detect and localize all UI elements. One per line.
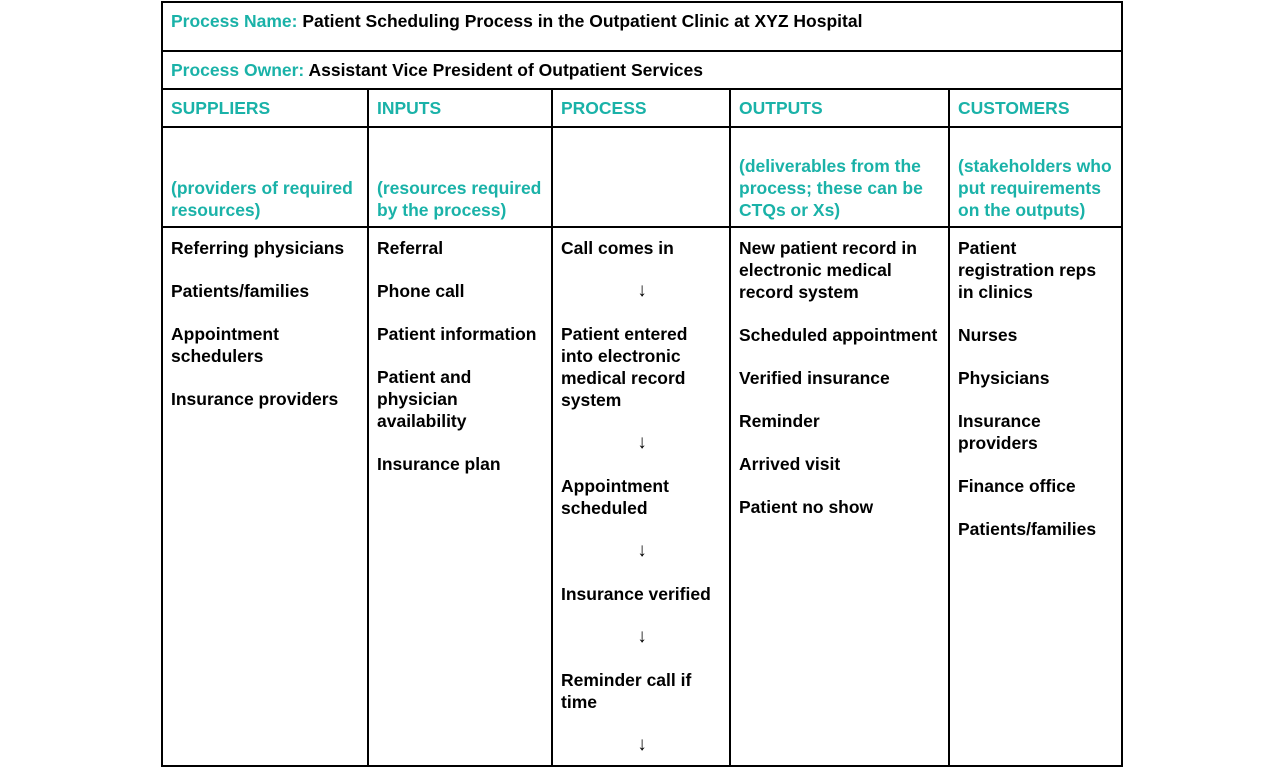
list-item: Patient registration reps in clinics [958, 238, 1097, 302]
inputs-header: INPUTS [377, 98, 442, 118]
inputs-list [369, 237, 551, 496]
process-owner-row [163, 52, 1121, 90]
list-item: Referring physicians [171, 238, 345, 258]
process-step: Call comes in [561, 238, 674, 258]
process-step: Patient entered into electronic medical record system [561, 324, 688, 410]
outputs-header: OUTPUTS [739, 98, 823, 118]
list-item: Scheduled appointment [739, 325, 938, 345]
sipoc-table [161, 1, 1123, 767]
inputs-subheader-text: (resources required by the process) [377, 178, 542, 220]
process-step: Reminder call if time [561, 670, 692, 712]
process-owner-value: Assistant Vice President of Outpatient Services [308, 60, 704, 80]
outputs-subheader-text: (deliverables from the process; these can be CTQs or Xs) [739, 156, 923, 220]
list-item: Insurance plan [377, 454, 501, 474]
customers-subheader [950, 127, 1121, 227]
list-item: New patient record in electronic medical record system [739, 238, 917, 302]
suppliers-list [163, 237, 367, 431]
down-arrow-icon: ↓ [637, 280, 647, 301]
list-item: Insurance providers [958, 411, 1041, 453]
inputs-subheader [369, 127, 551, 227]
list-item: Finance office [958, 476, 1076, 496]
down-arrow-icon: ↓ [637, 626, 647, 647]
list-item: Phone call [377, 281, 465, 301]
list-item: Appointment schedulers [171, 324, 279, 366]
list-item: Reminder [739, 411, 820, 431]
process-header: PROCESS [561, 98, 647, 118]
list-item: Insurance providers [171, 389, 339, 409]
process-step: Appointment scheduled [561, 476, 669, 518]
list-item: Verified insurance [739, 368, 890, 388]
list-item: Patient information [377, 324, 537, 344]
list-item: Nurses [958, 325, 1018, 345]
list-item: Patients/families [958, 519, 1097, 539]
customers-header: CUSTOMERS [958, 98, 1070, 118]
customers-subheader-text: (stakeholders who put requirements on the outputs) [958, 156, 1112, 220]
process-name-value: Patient Scheduling Process in the Outpatient Clinic at XYZ Hospital [302, 11, 863, 31]
list-item: Referral [377, 238, 444, 258]
down-arrow-icon: ↓ [637, 432, 647, 453]
process-steps [553, 237, 729, 777]
customers-list [950, 237, 1121, 561]
process-name-label: Process Name: [171, 11, 298, 31]
outputs-subheader [731, 127, 948, 227]
suppliers-subheader [163, 127, 367, 227]
outputs-list [731, 237, 948, 539]
suppliers-subheader-text: (providers of required resources) [171, 178, 353, 220]
list-item: Patients/families [171, 281, 310, 301]
process-owner-label: Process Owner: [171, 60, 305, 80]
list-item: Arrived visit [739, 454, 841, 474]
process-step: Insurance verified [561, 584, 711, 604]
list-item: Patient and physician availability [377, 367, 472, 431]
list-item: Patient no show [739, 497, 874, 517]
suppliers-header: SUPPLIERS [171, 98, 271, 118]
down-arrow-icon: ↓ [637, 734, 647, 755]
process-name-row [163, 3, 1121, 52]
process-name-line [171, 11, 862, 32]
list-item: Physicians [958, 368, 1050, 388]
down-arrow-icon: ↓ [637, 540, 647, 561]
process-owner-line [171, 60, 703, 81]
